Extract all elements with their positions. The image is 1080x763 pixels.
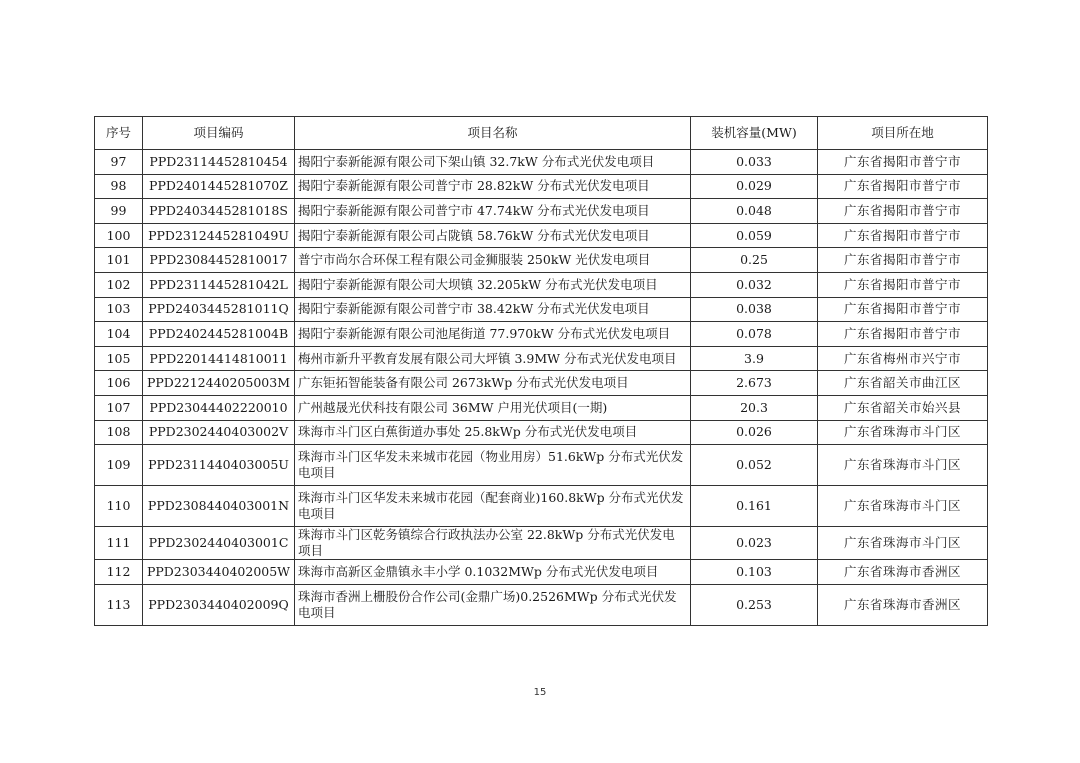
table-row bbox=[95, 371, 988, 396]
cell-name: 广州越晟光伏科技有限公司 36MW 户用光伏项目(一期) bbox=[295, 395, 691, 420]
cell-seq: 106 bbox=[95, 371, 143, 396]
cell-seq: 109 bbox=[95, 445, 143, 486]
cell-seq: 97 bbox=[95, 150, 143, 175]
cell-code: PPD2403445281018S bbox=[143, 199, 295, 224]
cell-location: 广东省珠海市香洲区 bbox=[818, 560, 988, 585]
table-row bbox=[95, 174, 988, 199]
cell-location: 广东省揭阳市普宁市 bbox=[818, 174, 988, 199]
cell-name: 梅州市新升平教育发展有限公司大坪镇 3.9MW 分布式光伏发电项目 bbox=[295, 346, 691, 371]
cell-location: 广东省韶关市曲江区 bbox=[818, 371, 988, 396]
cell-code: PPD2303440402005W bbox=[143, 560, 295, 585]
cell-capacity: 20.3 bbox=[691, 395, 818, 420]
cell-code: PPD2308440403001N bbox=[143, 486, 295, 527]
cell-code: PPD23044402220010 bbox=[143, 395, 295, 420]
cell-name: 珠海市斗门区华发未来城市花园（物业用房）51.6kWp 分布式光伏发电项目 bbox=[295, 445, 691, 486]
cell-location: 广东省揭阳市普宁市 bbox=[818, 199, 988, 224]
cell-name: 揭阳宁泰新能源有限公司池尾街道 77.970kW 分布式光伏发电项目 bbox=[295, 322, 691, 347]
project-table bbox=[94, 116, 988, 626]
cell-location: 广东省揭阳市普宁市 bbox=[818, 322, 988, 347]
cell-location: 广东省揭阳市普宁市 bbox=[818, 150, 988, 175]
table-row bbox=[95, 420, 988, 445]
cell-code: PPD2303440402009Q bbox=[143, 584, 295, 625]
cell-name: 普宁市尚尔合环保工程有限公司金狮服装 250kW 光伏发电项目 bbox=[295, 248, 691, 273]
cell-seq: 110 bbox=[95, 486, 143, 527]
cell-seq: 101 bbox=[95, 248, 143, 273]
cell-name: 揭阳宁泰新能源有限公司占陇镇 58.76kW 分布式光伏发电项目 bbox=[295, 223, 691, 248]
cell-seq: 103 bbox=[95, 297, 143, 322]
cell-code: PPD2312445281049U bbox=[143, 223, 295, 248]
cell-capacity: 2.673 bbox=[691, 371, 818, 396]
cell-capacity: 0.026 bbox=[691, 420, 818, 445]
cell-code: PPD22014414810011 bbox=[143, 346, 295, 371]
header-seq: 序号 bbox=[95, 117, 143, 150]
cell-location: 广东省梅州市兴宁市 bbox=[818, 346, 988, 371]
cell-code: PPD2311445281042L bbox=[143, 272, 295, 297]
cell-location: 广东省揭阳市普宁市 bbox=[818, 248, 988, 273]
cell-name: 广东钜拓智能装备有限公司 2673kWp 分布式光伏发电项目 bbox=[295, 371, 691, 396]
table-row bbox=[95, 150, 988, 175]
table-row bbox=[95, 272, 988, 297]
cell-code: PPD2403445281011Q bbox=[143, 297, 295, 322]
cell-seq: 113 bbox=[95, 584, 143, 625]
header-capacity: 装机容量(MW) bbox=[691, 117, 818, 150]
cell-name: 珠海市斗门区白蕉街道办事处 25.8kWp 分布式光伏发电项目 bbox=[295, 420, 691, 445]
cell-code: PPD2302440403002V bbox=[143, 420, 295, 445]
cell-location: 广东省珠海市香洲区 bbox=[818, 584, 988, 625]
cell-capacity: 0.103 bbox=[691, 560, 818, 585]
cell-name: 揭阳宁泰新能源有限公司普宁市 28.82kW 分布式光伏发电项目 bbox=[295, 174, 691, 199]
cell-capacity: 0.038 bbox=[691, 297, 818, 322]
cell-capacity: 0.033 bbox=[691, 150, 818, 175]
cell-capacity: 0.029 bbox=[691, 174, 818, 199]
cell-capacity: 0.048 bbox=[691, 199, 818, 224]
cell-code: PPD2311440403005U bbox=[143, 445, 295, 486]
cell-seq: 108 bbox=[95, 420, 143, 445]
table-row bbox=[95, 486, 988, 527]
cell-seq: 105 bbox=[95, 346, 143, 371]
table-row bbox=[95, 297, 988, 322]
cell-name: 揭阳宁泰新能源有限公司普宁市 38.42kW 分布式光伏发电项目 bbox=[295, 297, 691, 322]
cell-name: 揭阳宁泰新能源有限公司大坝镇 32.205kW 分布式光伏发电项目 bbox=[295, 272, 691, 297]
table-row bbox=[95, 199, 988, 224]
cell-seq: 104 bbox=[95, 322, 143, 347]
cell-name: 珠海市斗门区乾务镇综合行政执法办公室 22.8kWp 分布式光伏发电项目 bbox=[295, 527, 691, 560]
cell-seq: 111 bbox=[95, 527, 143, 560]
cell-name: 珠海市高新区金鼎镇永丰小学 0.1032MWp 分布式光伏发电项目 bbox=[295, 560, 691, 585]
cell-capacity: 0.078 bbox=[691, 322, 818, 347]
table-row bbox=[95, 223, 988, 248]
table-row bbox=[95, 584, 988, 625]
cell-seq: 107 bbox=[95, 395, 143, 420]
cell-location: 广东省揭阳市普宁市 bbox=[818, 272, 988, 297]
cell-name: 揭阳宁泰新能源有限公司普宁市 47.74kW 分布式光伏发电项目 bbox=[295, 199, 691, 224]
cell-location: 广东省珠海市斗门区 bbox=[818, 445, 988, 486]
table-row bbox=[95, 445, 988, 486]
cell-seq: 102 bbox=[95, 272, 143, 297]
cell-location: 广东省揭阳市普宁市 bbox=[818, 223, 988, 248]
cell-capacity: 0.25 bbox=[691, 248, 818, 273]
cell-capacity: 0.253 bbox=[691, 584, 818, 625]
table-row bbox=[95, 527, 988, 560]
cell-seq: 100 bbox=[95, 223, 143, 248]
cell-location: 广东省揭阳市普宁市 bbox=[818, 297, 988, 322]
cell-capacity: 0.059 bbox=[691, 223, 818, 248]
cell-capacity: 0.032 bbox=[691, 272, 818, 297]
cell-code: PPD2302440403001C bbox=[143, 527, 295, 560]
table-header-row bbox=[95, 117, 988, 150]
table-row bbox=[95, 322, 988, 347]
page-number: 15 bbox=[533, 687, 547, 698]
cell-seq: 112 bbox=[95, 560, 143, 585]
cell-code: PPD2402445281004B bbox=[143, 322, 295, 347]
table-row bbox=[95, 346, 988, 371]
cell-location: 广东省珠海市斗门区 bbox=[818, 486, 988, 527]
cell-code: PPD23084452810017 bbox=[143, 248, 295, 273]
cell-code: PPD23114452810454 bbox=[143, 150, 295, 175]
cell-name: 揭阳宁泰新能源有限公司下架山镇 32.7kW 分布式光伏发电项目 bbox=[295, 150, 691, 175]
cell-code: PPD2212440205003M bbox=[143, 371, 295, 396]
table-row bbox=[95, 248, 988, 273]
cell-location: 广东省珠海市斗门区 bbox=[818, 527, 988, 560]
cell-code: PPD2401445281070Z bbox=[143, 174, 295, 199]
header-location: 项目所在地 bbox=[818, 117, 988, 150]
cell-seq: 99 bbox=[95, 199, 143, 224]
cell-name: 珠海市斗门区华发未来城市花园（配套商业)160.8kWp 分布式光伏发电项目 bbox=[295, 486, 691, 527]
cell-capacity: 3.9 bbox=[691, 346, 818, 371]
table-row bbox=[95, 560, 988, 585]
cell-location: 广东省珠海市斗门区 bbox=[818, 420, 988, 445]
cell-capacity: 0.052 bbox=[691, 445, 818, 486]
header-name: 项目名称 bbox=[295, 117, 691, 150]
cell-capacity: 0.161 bbox=[691, 486, 818, 527]
cell-seq: 98 bbox=[95, 174, 143, 199]
cell-name: 珠海市香洲上栅股份合作公司(金鼎广场)0.2526MWp 分布式光伏发电项目 bbox=[295, 584, 691, 625]
cell-capacity: 0.023 bbox=[691, 527, 818, 560]
cell-location: 广东省韶关市始兴县 bbox=[818, 395, 988, 420]
header-code: 项目编码 bbox=[143, 117, 295, 150]
table-row bbox=[95, 395, 988, 420]
